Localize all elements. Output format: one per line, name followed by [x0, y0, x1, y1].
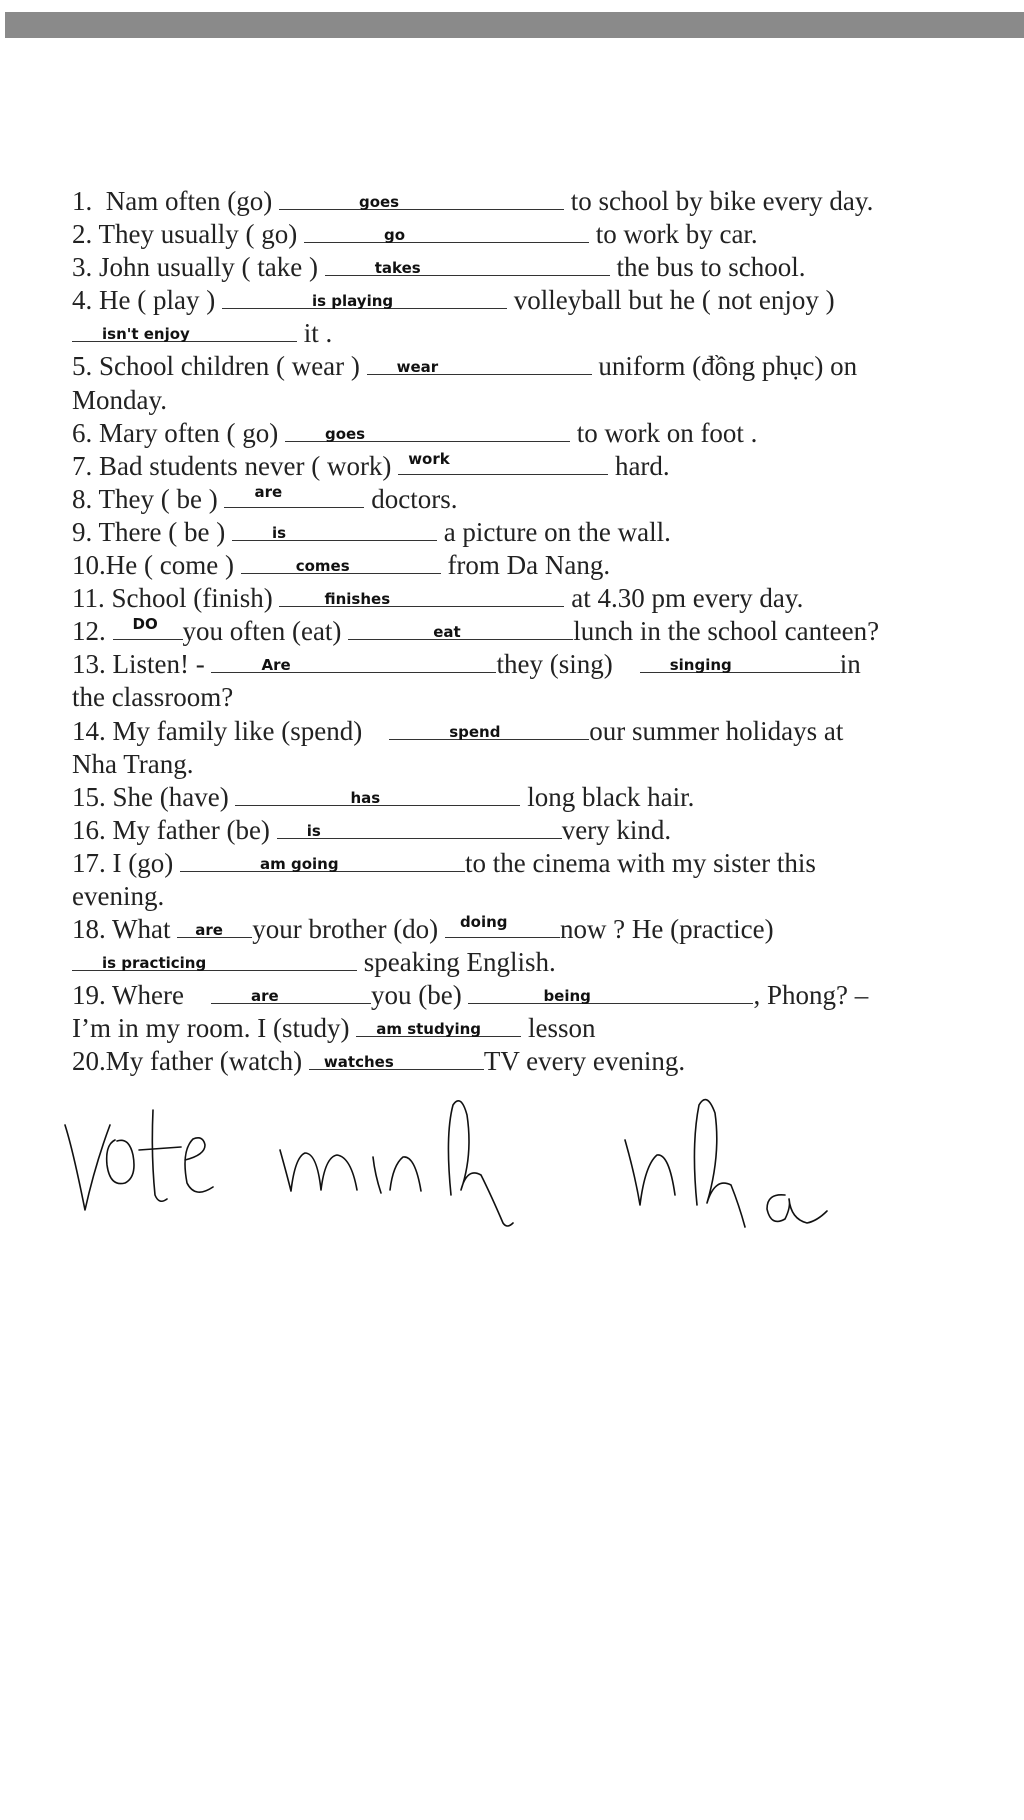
answer-blank[interactable] — [348, 617, 573, 640]
question-text: 10.He ( come ) — [72, 550, 241, 581]
question-line — [72, 1012, 972, 1045]
question-1 — [72, 185, 972, 218]
question-text: to work by car. — [588, 219, 758, 250]
handwritten-answer: are — [254, 482, 283, 501]
exercise-sheet — [72, 185, 972, 1079]
question-text: 8. They ( be ) — [72, 483, 225, 514]
question-text: TV every evening. — [483, 1046, 686, 1077]
answer-blank[interactable] — [232, 518, 437, 541]
answer-blank[interactable] — [241, 551, 441, 574]
question-text: it . — [297, 318, 333, 349]
handwritten-answer: goes — [324, 424, 366, 443]
answer-blank[interactable] — [325, 253, 610, 276]
question-3 — [72, 251, 972, 284]
question-text: volleyball but he ( not enjoy ) — [506, 285, 835, 316]
question-line — [72, 317, 972, 350]
question-text: long black hair. — [520, 781, 695, 812]
answer-blank[interactable] — [389, 717, 589, 740]
handwritten-answer: doing — [459, 913, 508, 932]
question-text: 16. My father (be) — [72, 814, 277, 845]
question-text: 13. Listen! - — [72, 649, 212, 680]
answer-blank[interactable] — [177, 915, 252, 938]
question-line — [72, 549, 972, 582]
handwritten-answer: are — [250, 987, 279, 1006]
question-text: 17. I (go) — [72, 847, 180, 878]
question-2 — [72, 218, 972, 251]
question-line — [72, 748, 972, 781]
question-text: Monday. — [72, 384, 167, 415]
question-text: our summer holidays at — [589, 715, 844, 746]
question-line — [72, 1045, 972, 1078]
question-text: now ? He (practice) — [559, 914, 774, 945]
question-text: 14. My family like (spend) — [72, 715, 390, 746]
question-text: 18. What — [72, 914, 178, 945]
question-9 — [72, 516, 972, 549]
handwritten-answer: are — [195, 921, 223, 940]
question-20 — [72, 1045, 972, 1078]
handwritten-answer: is playing — [311, 292, 394, 311]
handwritten-answer: watches — [323, 1053, 394, 1072]
question-text: the classroom? — [72, 682, 234, 713]
question-16 — [72, 814, 972, 847]
handwritten-answer: is — [306, 821, 321, 840]
handwritten-answer: spend — [449, 722, 501, 741]
answer-blank[interactable] — [211, 650, 496, 673]
answer-blank[interactable] — [285, 419, 570, 442]
question-line — [72, 880, 972, 913]
answer-blank[interactable] — [309, 1047, 484, 1070]
question-text: evening. — [72, 880, 165, 911]
handwritten-answer: takes — [374, 259, 421, 278]
question-text: the bus to school. — [609, 252, 806, 283]
question-line — [72, 218, 972, 251]
answer-blank[interactable] — [356, 1014, 521, 1037]
handwritten-answer: eat — [433, 623, 461, 642]
question-text: 12. — [72, 616, 113, 647]
answer-blank[interactable] — [113, 617, 183, 640]
question-line — [72, 384, 972, 417]
question-line — [72, 781, 972, 814]
question-text: 19. Where — [72, 980, 211, 1011]
question-line — [72, 913, 972, 946]
question-5 — [72, 350, 972, 416]
question-line — [72, 516, 972, 549]
question-line — [72, 251, 972, 284]
question-text: , Phong? – — [753, 980, 869, 1011]
question-text: 11. School (finish) — [72, 583, 280, 614]
answer-blank[interactable] — [211, 981, 371, 1004]
question-12 — [72, 615, 972, 648]
question-text: doctors. — [364, 483, 458, 514]
handwritten-answer: go — [383, 226, 406, 245]
handwritten-answer: goes — [358, 193, 400, 211]
question-text: lunch in the school canteen? — [573, 616, 880, 647]
question-line — [72, 814, 972, 847]
question-text: at 4.30 pm every day. — [564, 583, 804, 614]
handwritten-answer: am studying — [376, 1020, 482, 1039]
answer-blank[interactable] — [640, 650, 840, 673]
handwritten-answer: isn't enjoy — [102, 325, 190, 344]
question-text: 4. He ( play ) — [72, 285, 222, 316]
question-text: 3. John usually ( take ) — [72, 252, 325, 283]
question-15 — [72, 781, 972, 814]
question-text: 2. They usually ( go) — [72, 219, 304, 250]
question-line — [72, 681, 972, 714]
question-text: 5. School children ( wear ) — [72, 351, 367, 382]
question-text: a picture on the wall. — [436, 516, 671, 547]
question-line — [72, 648, 972, 681]
answer-blank[interactable] — [304, 220, 589, 243]
question-text: 6. Mary often ( go) — [72, 417, 285, 448]
question-text: I’m in my room. I (study) — [72, 1013, 357, 1044]
handwritten-answer: has — [350, 788, 381, 807]
question-text: your brother (do) — [252, 914, 445, 945]
question-line — [72, 483, 972, 516]
question-17 — [72, 847, 972, 913]
answer-blank[interactable] — [72, 319, 297, 342]
question-7 — [72, 450, 972, 483]
handwritten-answer: DO — [132, 615, 158, 634]
handwritten-answer: Are — [261, 656, 291, 675]
question-line — [72, 284, 972, 317]
question-11 — [72, 582, 972, 615]
question-4 — [72, 284, 972, 350]
question-text: you often (eat) — [182, 616, 349, 647]
handwritten-signature — [55, 1095, 855, 1295]
answer-blank[interactable] — [235, 783, 520, 806]
handwritten-answer: am going — [259, 854, 339, 873]
question-10 — [72, 549, 972, 582]
question-text: 7. Bad students never ( work) — [72, 450, 399, 481]
question-text: 15. She (have) — [72, 781, 236, 812]
question-line — [72, 715, 972, 748]
question-line — [72, 847, 972, 880]
question-text: 1. Nam often (go) — [72, 186, 279, 216]
question-line — [72, 946, 972, 979]
handwritten-answer: is — [271, 523, 287, 542]
answer-blank[interactable] — [468, 981, 753, 1004]
answer-blank[interactable] — [445, 915, 560, 938]
handwritten-answer: comes — [295, 557, 350, 576]
answer-blank[interactable] — [72, 948, 357, 971]
question-6 — [72, 417, 972, 450]
question-text: 20.My father (watch) — [72, 1046, 309, 1077]
handwritten-answer: being — [543, 987, 591, 1006]
question-text: speaking English. — [357, 947, 556, 978]
question-text: hard. — [608, 450, 670, 481]
question-text: they (sing) — [496, 649, 640, 680]
handwritten-answer: finishes — [324, 590, 391, 609]
question-18 — [72, 913, 972, 979]
question-19 — [72, 979, 972, 1045]
answer-blank[interactable] — [222, 286, 507, 309]
handwritten-answer: is practicing — [102, 954, 207, 973]
question-14 — [72, 715, 972, 781]
question-line — [72, 417, 972, 450]
answer-blank[interactable] — [279, 584, 564, 607]
answer-blank[interactable] — [224, 482, 364, 508]
question-line — [72, 979, 972, 1012]
question-line — [72, 450, 972, 483]
answer-blank[interactable] — [398, 449, 608, 475]
handwritten-answer: singing — [669, 656, 732, 675]
question-text: you (be) — [370, 980, 469, 1011]
question-text: uniform (đồng phục) on — [591, 351, 858, 382]
question-8 — [72, 483, 972, 516]
handwritten-answer: work — [408, 449, 450, 468]
question-line — [72, 350, 972, 383]
question-text: lesson — [521, 1013, 596, 1044]
question-text: from Da Nang. — [440, 550, 611, 581]
question-13 — [72, 648, 972, 714]
answer-blank[interactable] — [277, 816, 562, 839]
answer-blank[interactable] — [180, 849, 465, 872]
question-text: 9. There ( be ) — [72, 516, 232, 547]
question-line — [72, 582, 972, 615]
question-line — [72, 615, 972, 648]
answer-blank[interactable] — [279, 187, 564, 210]
question-line — [72, 185, 972, 218]
question-text: in — [839, 649, 861, 680]
answer-blank[interactable] — [367, 352, 592, 375]
question-text: very kind. — [561, 814, 672, 845]
question-text: to work on foot . — [569, 417, 758, 448]
top-gray-bar — [5, 12, 1024, 38]
question-text: Nha Trang. — [72, 748, 194, 779]
handwritten-answer: wear — [396, 358, 439, 377]
question-text: to the cinema with my sister this — [464, 847, 816, 878]
question-text: to school by bike every day. — [563, 186, 874, 216]
